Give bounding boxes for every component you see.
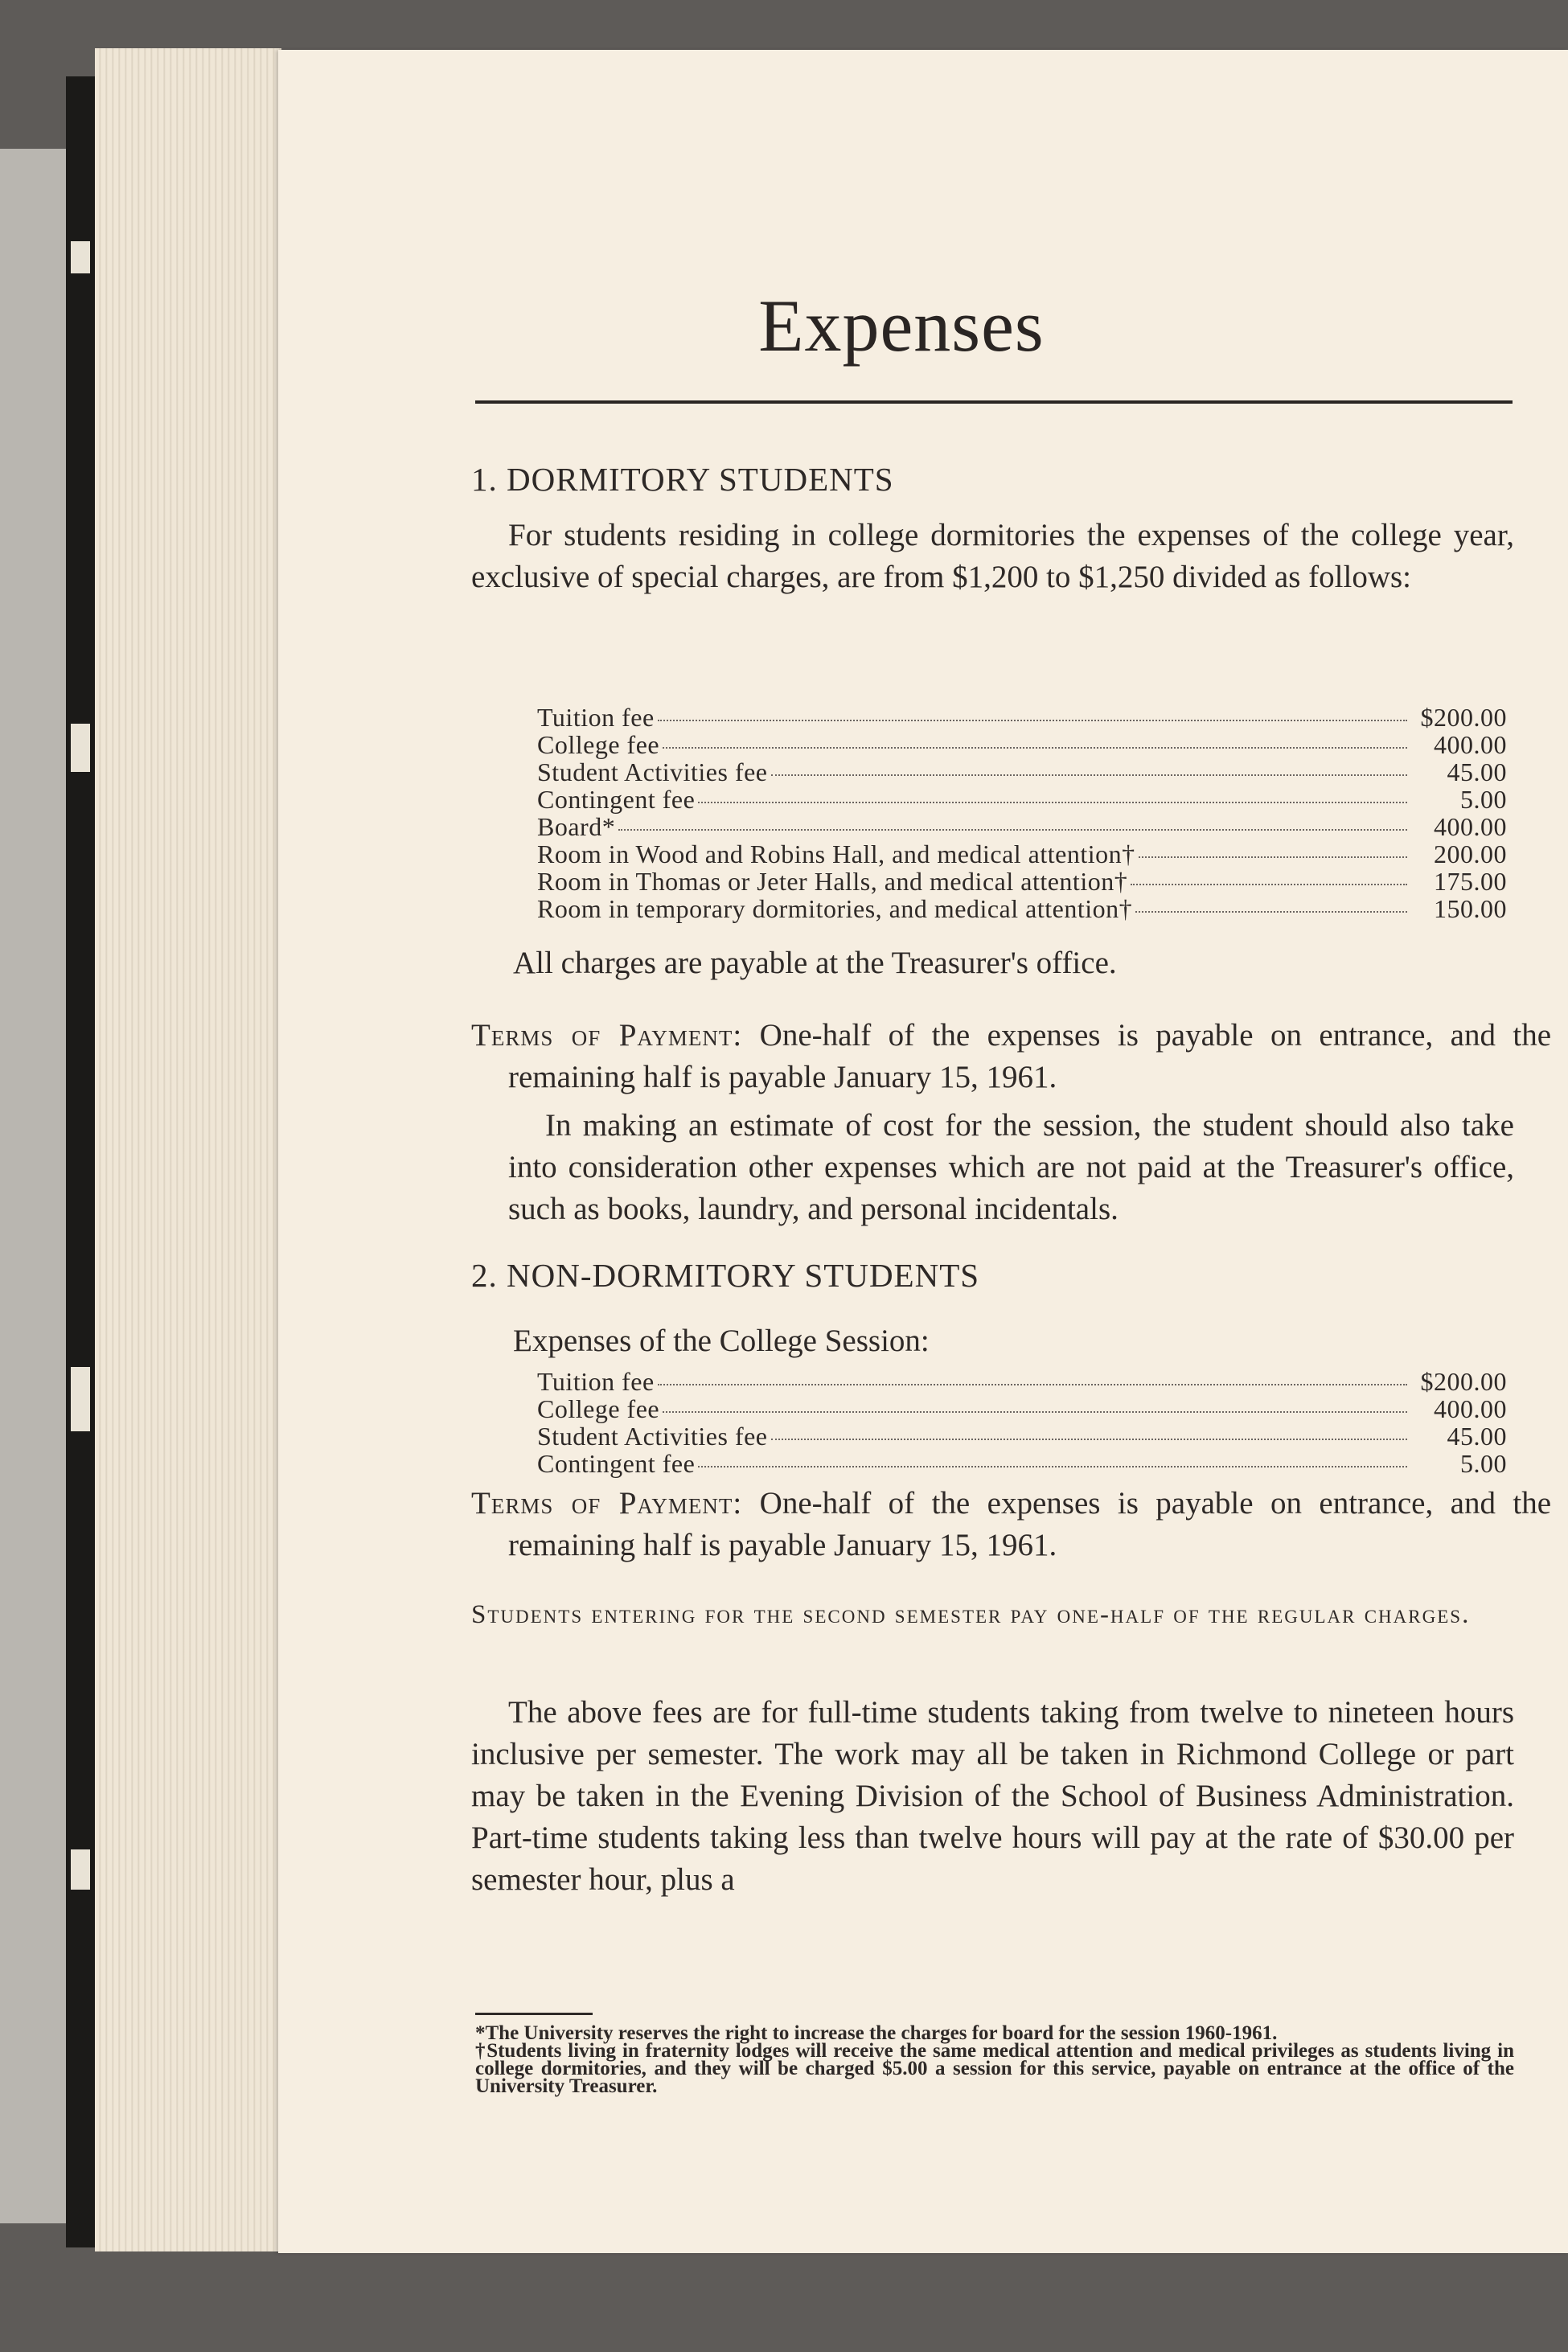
fee-row (537, 1422, 1507, 1449)
fee-row (537, 730, 1507, 757)
book-page (278, 50, 1568, 2253)
fee-row (537, 1367, 1507, 1394)
dot-leader (698, 1466, 1407, 1467)
dot-leader (663, 1411, 1407, 1413)
fee-label: College fee (537, 730, 660, 759)
terms-label: Terms of Payment: (471, 1486, 743, 1521)
dot-leader (1131, 884, 1407, 885)
spine-speck (71, 724, 90, 772)
dot-leader (1139, 856, 1407, 858)
dot-leader (771, 774, 1408, 776)
fee-label: Room in Thomas or Jeter Halls, and medical attention† (537, 867, 1128, 896)
fee-label: Tuition fee (537, 1367, 655, 1396)
fee-amount: 5.00 (1460, 785, 1507, 814)
fee-row (537, 703, 1507, 730)
non-dormitory-intro: Expenses of the College Session: (513, 1324, 930, 1358)
fee-amount: 45.00 (1447, 1422, 1507, 1451)
fee-row (537, 1449, 1507, 1476)
dot-leader (618, 829, 1407, 831)
dot-leader (1135, 911, 1407, 913)
terms-text: One-half of the expenses is payable on entrance, and the remaining half is payable January 15, 1961. (508, 1486, 1552, 1562)
fee-row (537, 812, 1507, 839)
dot-leader (658, 1384, 1407, 1385)
second-semester-note: Students entering for the second semester pay one-half of the regular charges. (471, 1600, 1471, 1629)
fee-label: Tuition fee (537, 703, 655, 732)
fee-amount: 150.00 (1434, 894, 1507, 923)
section-heading-non-dormitory: 2. NON-DORMITORY STUDENTS (471, 1257, 980, 1294)
fee-label: Room in Wood and Robins Hall, and medical attention† (537, 839, 1135, 868)
dormitory-intro-text: For students residing in college dormitories the expenses of the college year, exclusive of special charges, are from $1,200 to $1,250 divided as follows: (471, 518, 1514, 594)
page-content (278, 50, 1568, 2253)
dot-leader (663, 747, 1407, 749)
fulltime-note (471, 1692, 1514, 1901)
fee-amount: 5.00 (1460, 1449, 1507, 1478)
estimate-note-text: In making an estimate of cost for the session, the student should also take into consideration other expenses which are not paid at the Treasurer's office, such as books, laundry, and personal incidentals. (508, 1108, 1514, 1226)
fee-amount: 45.00 (1447, 757, 1507, 786)
fee-amount: 400.00 (1434, 730, 1507, 759)
fee-row (537, 785, 1507, 812)
page-stack-edges (95, 48, 281, 2251)
fee-amount: 400.00 (1434, 1394, 1507, 1423)
terms-label: Terms of Payment: (471, 1018, 743, 1053)
dot-leader (698, 802, 1407, 803)
fee-row (537, 894, 1507, 922)
fee-amount: 175.00 (1434, 867, 1507, 896)
fee-amount: $200.00 (1420, 1367, 1507, 1396)
terms-of-payment-1 (471, 1015, 1551, 1098)
fee-row (537, 1394, 1507, 1422)
fee-label: Student Activities fee (537, 757, 768, 786)
section-heading-dormitory: 1. DORMITORY STUDENTS (471, 461, 894, 498)
fee-amount: 400.00 (1434, 812, 1507, 841)
fee-amount: $200.00 (1420, 703, 1507, 732)
spine-speck (71, 241, 90, 273)
fulltime-note-text: The above fees are for full-time students taking from twelve to nineteen hours inclusive per semester. The work may all be taken in Richmond College or part may be taken in the Evening Division of the School of Business Administration. Part-time students taking less than twelve hours will pay at the rate of $30.00 per semester hour, plus a (471, 1695, 1514, 1897)
dormitory-intro (471, 515, 1514, 598)
fee-label: Contingent fee (537, 1449, 696, 1478)
fee-label: Room in temporary dormitories, and medical attention† (537, 894, 1133, 923)
terms-text: One-half of the expenses is payable on entrance, and the remaining half is payable January 15, 1961. (508, 1018, 1552, 1094)
fee-label: Board* (537, 812, 616, 841)
fee-row (537, 867, 1507, 894)
title-rule (475, 400, 1513, 404)
estimate-note (508, 1105, 1514, 1230)
fee-label: Contingent fee (537, 785, 696, 814)
footnote-rule (475, 2013, 593, 2015)
dot-leader (771, 1439, 1408, 1440)
spine-speck (71, 1849, 90, 1890)
page-title: Expenses (758, 285, 1045, 367)
fee-row (537, 757, 1507, 785)
dormitory-fee-table (537, 703, 1507, 922)
fee-row (537, 839, 1507, 867)
footnote-medical: †Students living in fraternity lodges will receive the same medical attention and medical privileges as students living in college dormitories, and they will be charged $5.00 a session for this service, payable on entrance at the office of the University Treasurer. (475, 2040, 1514, 2097)
non-dormitory-fee-table (537, 1367, 1507, 1476)
fee-amount: 200.00 (1434, 839, 1507, 868)
terms-of-payment-2 (471, 1483, 1551, 1566)
book-spine-edge (66, 76, 95, 2247)
dot-leader (658, 720, 1407, 721)
payable-note: All charges are payable at the Treasurer's office. (513, 946, 1117, 980)
fee-label: College fee (537, 1394, 660, 1423)
fee-label: Student Activities fee (537, 1422, 768, 1451)
spine-speck (71, 1367, 90, 1431)
footnote-board: *The University reserves the right to increase the charges for board for the session 1960-1961. (475, 2022, 1278, 2044)
